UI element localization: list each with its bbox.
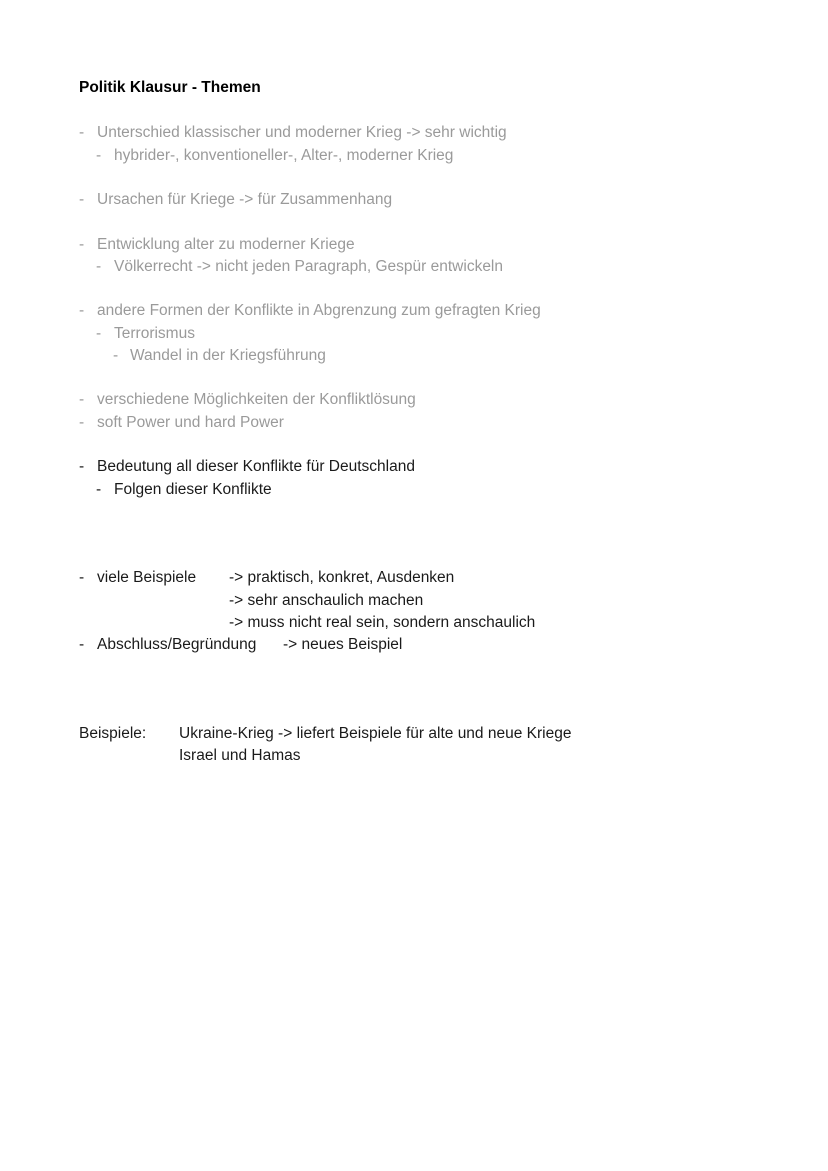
bullet-dash-icon: - bbox=[79, 124, 85, 141]
bullet-dash-icon: - bbox=[79, 569, 85, 586]
list-item bbox=[0, 145, 828, 167]
bullet-dash-icon: - bbox=[113, 347, 119, 364]
bullet-dash-icon: - bbox=[79, 191, 85, 208]
bullet-dash-icon: - bbox=[96, 481, 102, 498]
beispiele-row bbox=[0, 745, 828, 767]
list-item-text: Folgen dieser Konflikte bbox=[114, 481, 272, 498]
conclusion-label: Abschluss/Begründung bbox=[97, 636, 257, 653]
list-item bbox=[0, 323, 828, 345]
conclusion-item bbox=[0, 634, 828, 656]
list-item-text: Terrorismus bbox=[114, 325, 195, 342]
examples-continuation bbox=[0, 612, 828, 634]
bullet-dash-icon: - bbox=[79, 636, 85, 653]
examples-label: viele Beispiele bbox=[97, 569, 197, 586]
list-item bbox=[0, 300, 828, 322]
list-item bbox=[0, 345, 828, 367]
bullet-dash-icon: - bbox=[96, 147, 102, 164]
examples-point: -> muss nicht real sein, sondern anschaulich bbox=[229, 614, 536, 631]
examples-continuation bbox=[0, 590, 828, 612]
examples-point: -> sehr anschaulich machen bbox=[229, 592, 424, 609]
bullet-dash-icon: - bbox=[79, 391, 85, 408]
list-item-text: Völkerrecht -> nicht jeden Paragraph, Gespür entwickeln bbox=[114, 258, 503, 275]
bullet-dash-icon: - bbox=[96, 325, 102, 342]
beispiele-line: Israel und Hamas bbox=[179, 747, 301, 764]
bullet-dash-icon: - bbox=[79, 414, 85, 431]
list-item bbox=[0, 122, 828, 144]
list-item-text: Wandel in der Kriegsführung bbox=[130, 347, 326, 364]
bullet-dash-icon: - bbox=[79, 302, 85, 319]
bullet-dash-icon: - bbox=[79, 236, 85, 253]
bullet-dash-icon: - bbox=[79, 458, 85, 475]
examples-item bbox=[0, 567, 828, 589]
list-item bbox=[0, 189, 828, 211]
document-title: Politik Klausur - Themen bbox=[79, 79, 261, 96]
list-item-text: Entwicklung alter zu moderner Kriege bbox=[97, 236, 355, 253]
beispiele-label: Beispiele: bbox=[79, 725, 147, 742]
list-item-text: verschiedene Möglichkeiten der Konfliktlösung bbox=[97, 391, 416, 408]
list-item-text: Bedeutung all dieser Konflikte für Deutschland bbox=[97, 458, 415, 475]
list-item bbox=[0, 412, 828, 434]
list-item bbox=[0, 234, 828, 256]
list-item bbox=[0, 389, 828, 411]
list-item bbox=[0, 456, 828, 478]
bullet-dash-icon: - bbox=[96, 258, 102, 275]
examples-point: -> praktisch, konkret, Ausdenken bbox=[229, 569, 455, 586]
list-item-text: Ursachen für Kriege -> für Zusammenhang bbox=[97, 191, 393, 208]
list-item-text: Unterschied klassischer und moderner Krieg -> sehr wichtig bbox=[97, 124, 507, 141]
list-item bbox=[0, 479, 828, 501]
list-item-text: andere Formen der Konflikte in Abgrenzung zum gefragten Krieg bbox=[97, 302, 541, 319]
list-item-text: hybrider-, konventioneller-, Alter-, moderner Krieg bbox=[114, 147, 454, 164]
beispiele-line: Ukraine-Krieg -> liefert Beispiele für alte und neue Kriege bbox=[179, 725, 572, 742]
list-item-text: soft Power und hard Power bbox=[97, 414, 284, 431]
beispiele-row bbox=[0, 723, 828, 745]
list-item bbox=[0, 256, 828, 278]
conclusion-point: -> neues Beispiel bbox=[283, 636, 403, 653]
